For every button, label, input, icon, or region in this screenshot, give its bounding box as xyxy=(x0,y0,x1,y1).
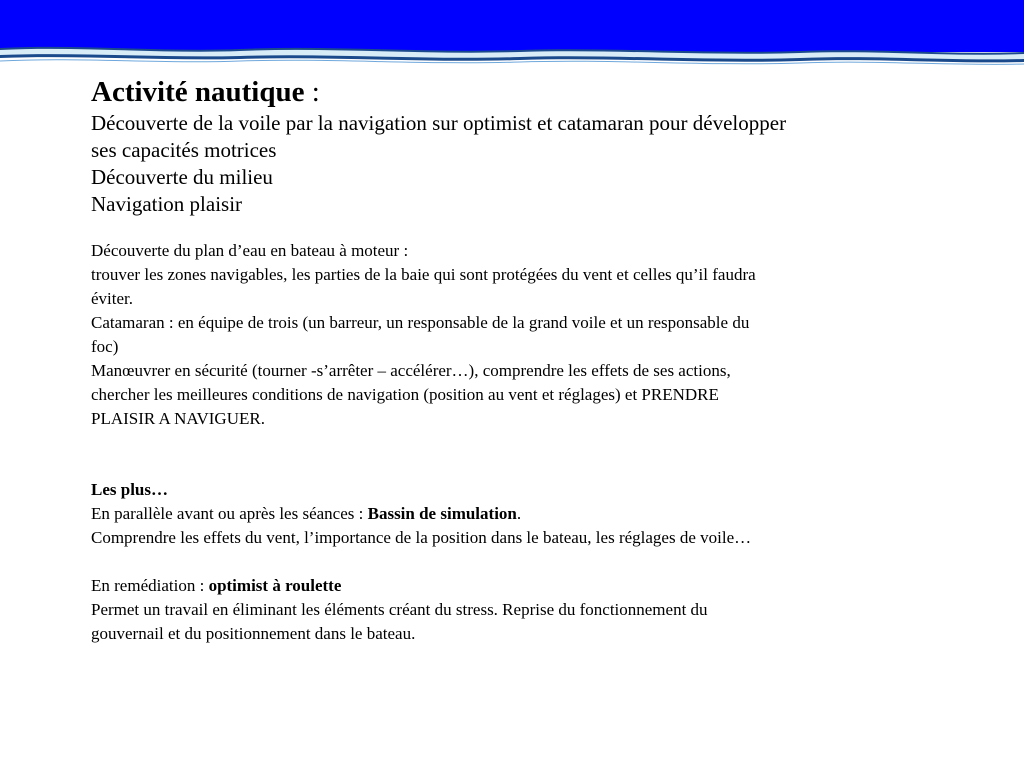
details-line: PLAISIR A NAVIGUER. xyxy=(91,409,265,428)
intro-block xyxy=(91,110,891,218)
simulation-pool-label: Bassin de simulation xyxy=(367,504,517,523)
wave-banner xyxy=(0,0,1024,70)
title-colon: : xyxy=(304,76,320,108)
plus-block xyxy=(91,478,891,646)
details-line: éviter. xyxy=(91,289,134,308)
details-line: Catamaran : en équipe de trois (un barreur, un responsable de la grand voile et un responsable du xyxy=(91,313,750,332)
wave-edge xyxy=(0,60,1024,65)
remediation-detail: Permet un travail en éliminant les éléments créant du stress. Reprise du fonctionnement du xyxy=(91,600,708,619)
title-text: Activité nautique xyxy=(91,76,305,108)
details-line: chercher les meilleures conditions de navigation (position au vent et réglages) et PRENDRE xyxy=(91,385,719,404)
plus-heading: Les plus… xyxy=(91,480,168,499)
remediation-detail: gouvernail et du positionnement dans le bateau. xyxy=(91,624,416,643)
intro-line: ses capacités motrices xyxy=(91,138,277,162)
understand-line: Comprendre les effets du vent, l’importance de la position dans le bateau, les réglages de voile… xyxy=(91,528,752,547)
intro-line: Navigation plaisir xyxy=(91,192,243,216)
details-line: Découverte du plan d’eau en bateau à moteur : xyxy=(91,241,409,260)
details-block xyxy=(91,239,891,431)
details-line: trouver les zones navigables, les parties de la baie qui sont protégées du vent et celles qu’il faudra xyxy=(91,265,756,284)
parallel-line: En parallèle avant ou après les séances : Bassin de simulation. xyxy=(91,504,522,523)
intro-line: Découverte du milieu xyxy=(91,165,273,189)
intro-line: Découverte de la voile par la navigation sur optimist et catamaran pour développer xyxy=(91,111,787,135)
roller-optimist-label: optimist à roulette xyxy=(208,576,342,595)
details-line: foc) xyxy=(91,337,119,356)
slide-content xyxy=(91,74,891,646)
banner-fill xyxy=(0,0,1024,52)
details-line: Manœuvrer en sécurité (tourner -s’arrêter – accélérer…), comprendre les effets de ses actions, xyxy=(91,361,731,380)
remediation-line: En remédiation : optimist à roulette xyxy=(91,576,342,595)
slide-title xyxy=(91,74,891,110)
